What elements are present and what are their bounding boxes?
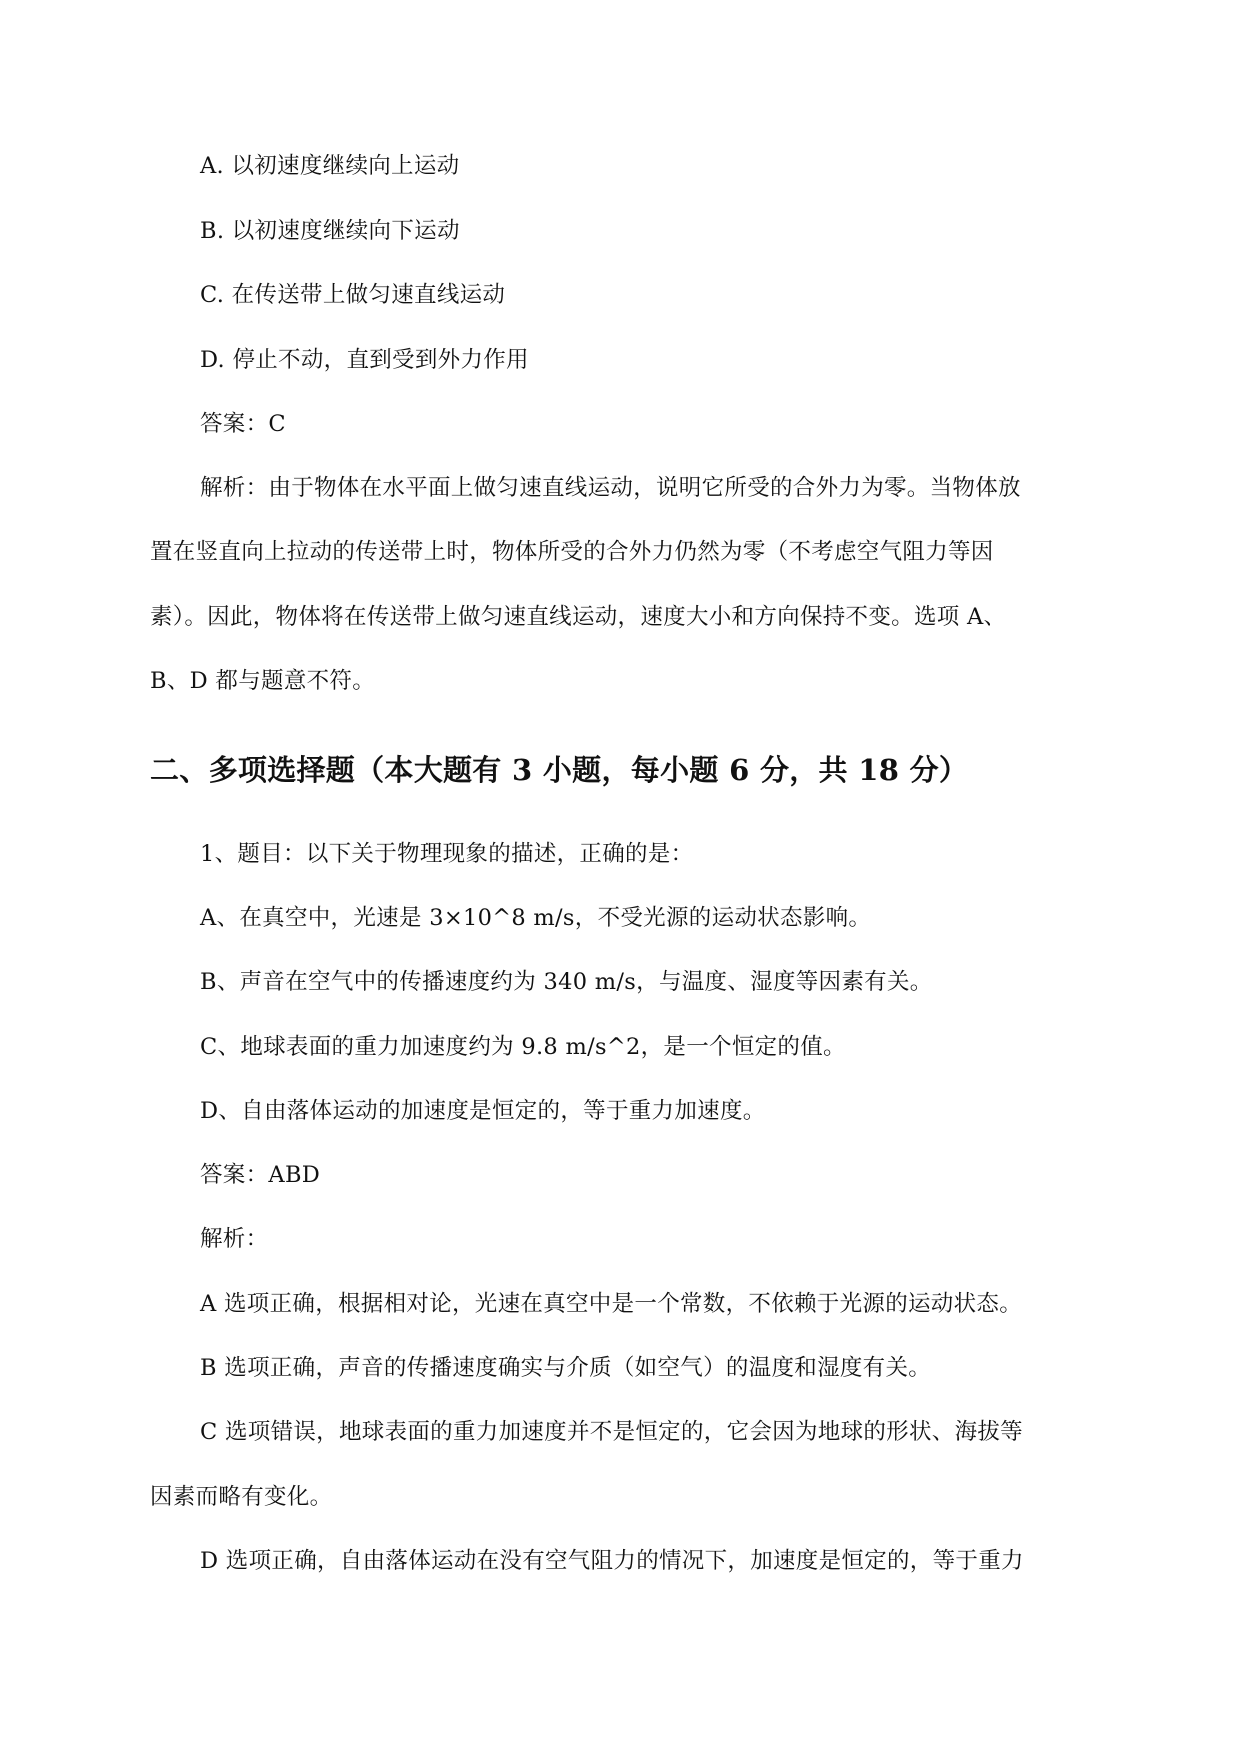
analysis-a: A 选项正确，根据相对论，光速在真空中是一个常数，不依赖于光源的运动状态。 — [200, 1291, 1023, 1317]
option-d: D. 停止不动，直到受到外力作用 — [200, 347, 529, 373]
analysis-label: 解析： — [200, 1226, 269, 1252]
analysis-b: B 选项正确，声音的传播速度确实与介质（如空气）的温度和湿度有关。 — [200, 1355, 932, 1381]
answer: 答案：C — [200, 411, 286, 437]
analysis-line: 解析：由于物体在水平面上做匀速直线运动，说明它所受的合外力为零。当物体放 — [200, 475, 1021, 501]
option-d: D、自由落体运动的加速度是恒定的，等于重力加速度。 — [200, 1098, 766, 1124]
option-a: A、在真空中，光速是 3×10^8 m/s，不受光源的运动状态影响。 — [200, 905, 872, 931]
question-stem: 1、题目：以下关于物理现象的描述，正确的是： — [200, 841, 694, 867]
option-c: C. 在传送带上做匀速直线运动 — [200, 282, 506, 308]
option-b: B. 以初速度继续向下运动 — [200, 218, 460, 244]
option-c: C、地球表面的重力加速度约为 9.8 m/s^2，是一个恒定的值。 — [200, 1034, 846, 1060]
answer: 答案：ABD — [200, 1162, 321, 1188]
analysis-line: 素）。因此，物体将在传送带上做匀速直线运动，速度大小和方向保持不变。选项 A、 — [150, 604, 1007, 630]
section-heading: 二、多项选择题（本大题有 3 小题，每小题 6 分，共 18 分） — [150, 753, 969, 787]
analysis-c: 因素而略有变化。 — [150, 1484, 333, 1510]
analysis-line: B、D 都与题意不符。 — [150, 668, 376, 694]
option-b: B、声音在空气中的传播速度约为 340 m/s，与温度、湿度等因素有关。 — [200, 969, 933, 995]
option-a: A. 以初速度继续向上运动 — [200, 153, 460, 179]
analysis-c: C 选项错误，地球表面的重力加速度并不是恒定的，它会因为地球的形状、海拔等 — [200, 1419, 1023, 1445]
analysis-line: 置在竖直向上拉动的传送带上时，物体所受的合外力仍然为零（不考虑空气阻力等因 — [150, 539, 994, 565]
analysis-d: D 选项正确，自由落体运动在没有空气阻力的情况下，加速度是恒定的，等于重力 — [200, 1548, 1024, 1574]
